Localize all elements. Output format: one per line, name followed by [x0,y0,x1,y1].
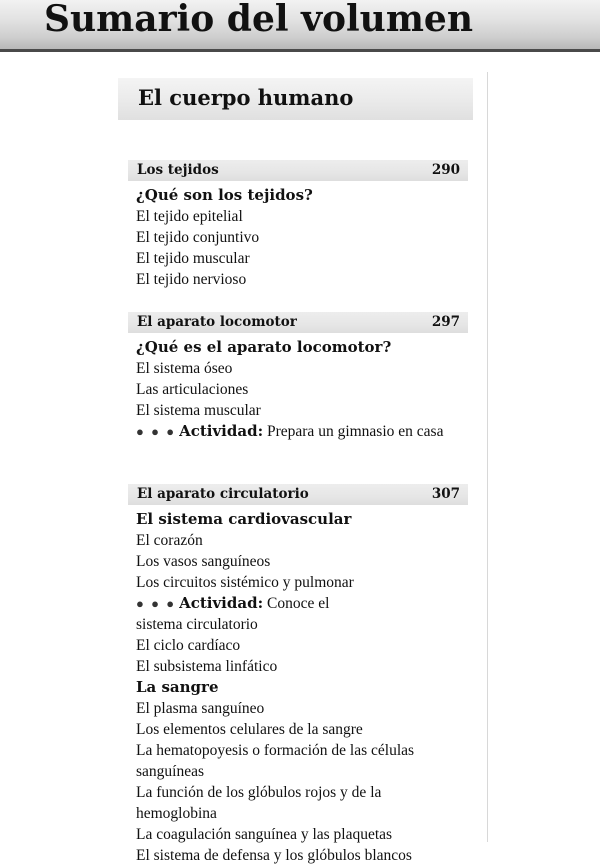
toc-entry[interactable]: El tejido epitelial [136,208,243,225]
bullet-dots-icon: ● ● ● [136,596,177,611]
toc-entry[interactable]: El tejido muscular [136,250,250,267]
toc-entry[interactable]: La sangre [136,678,219,696]
margin-rule [487,72,488,842]
toc-entry[interactable]: El sistema cardiovascular [136,510,352,528]
toc-entry[interactable]: Las articulaciones [136,381,249,398]
toc-entry[interactable]: Los vasos sanguíneos [136,553,271,570]
section-title: Los tejidos [137,162,219,178]
toc-entry[interactable]: Los circuitos sistémico y pulmonar [136,574,354,591]
section-entries [128,337,468,442]
toc-entry[interactable]: La función de los glóbulos rojos y de la hemoglobina [136,784,382,822]
section-entries [128,509,468,866]
section-entries [128,185,468,290]
toc-entry[interactable]: El sistema de defensa y los glóbulos blancos [136,847,412,864]
toc-activity-entry[interactable] [136,593,366,635]
toc-entry[interactable]: El tejido conjuntivo [136,229,260,246]
toc-entry[interactable]: ¿Qué es el aparato locomotor? [136,338,392,356]
page-banner [0,0,600,52]
toc-entry[interactable]: La hematopoyesis o formación de las células sanguíneas [136,742,415,780]
activity-text: Conoce el sistema circulatorio [136,595,330,633]
section-header[interactable] [128,484,468,505]
toc-section [128,160,468,290]
chapter-heading [118,78,473,120]
toc-entry[interactable]: ¿Qué son los tejidos? [136,186,313,204]
activity-label: Actividad: [179,594,264,612]
section-title: El aparato circulatorio [137,486,309,502]
section-header[interactable] [128,312,468,333]
toc-section [128,484,468,866]
activity-text: Prepara un gimnasio en casa [266,423,444,440]
toc-activity-entry[interactable] [136,421,468,442]
chapter-title: El cuerpo humano [138,85,354,110]
toc-section [128,312,468,442]
toc-entry[interactable]: El corazón [136,532,203,549]
toc-entry[interactable]: El tejido nervioso [136,271,247,288]
section-title: El aparato locomotor [137,314,297,330]
bullet-dots-icon: ● ● ● [136,424,177,439]
section-header[interactable] [128,160,468,181]
section-page-number: 307 [431,486,460,502]
toc-entry[interactable]: El subsistema linfático [136,658,278,675]
section-page-number: 297 [431,314,460,330]
toc-entry[interactable]: Los elementos celulares de la sangre [136,721,363,738]
toc-entry[interactable]: El sistema óseo [136,360,233,377]
toc-entry[interactable]: El sistema muscular [136,402,261,419]
toc-entry[interactable]: El plasma sanguíneo [136,700,265,717]
page-title: Sumario del volumen [44,0,474,40]
page-content [0,52,600,865]
toc-entry[interactable]: La coagulación sanguínea y las plaquetas [136,826,393,843]
section-page-number: 290 [431,162,460,178]
activity-label: Actividad: [179,422,264,440]
toc-entry[interactable]: El ciclo cardíaco [136,637,241,654]
